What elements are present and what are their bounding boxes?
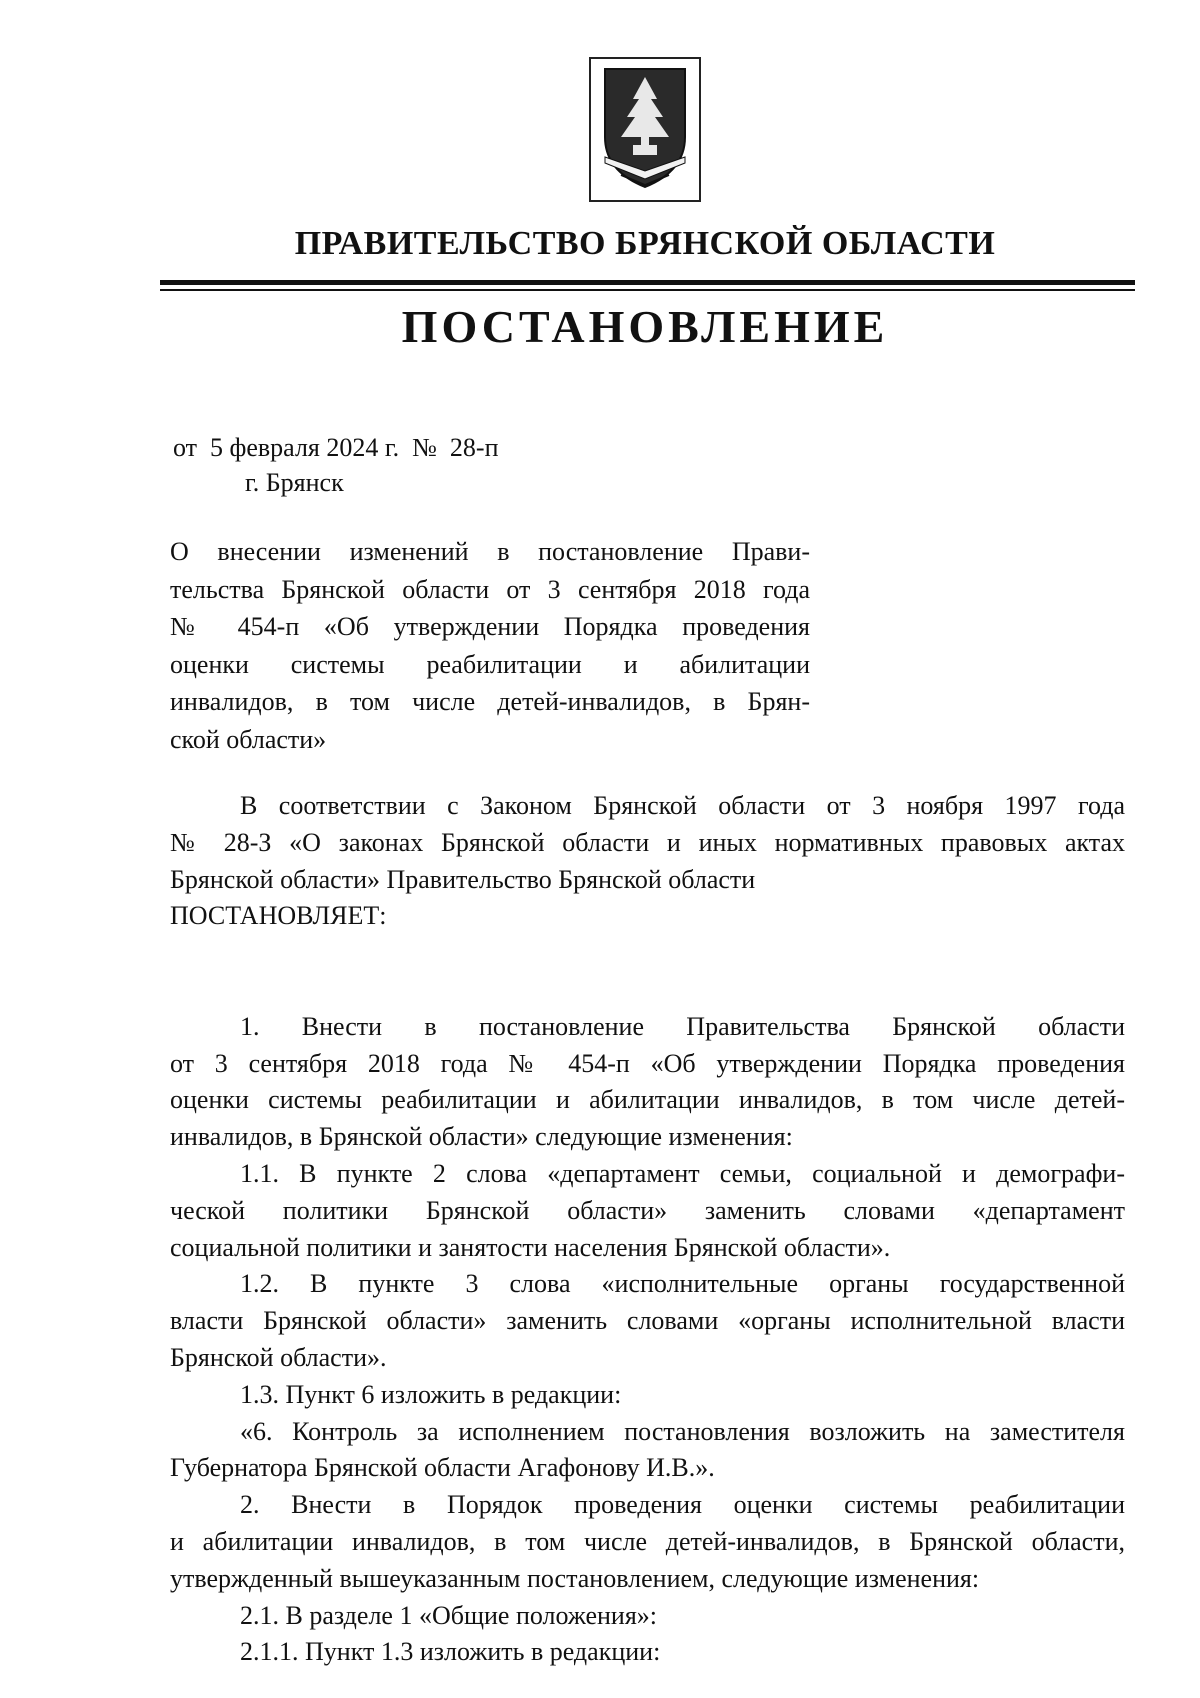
subject-line: тельства Брянской области от 3 сентября 2018 года <box>170 574 810 604</box>
body-text <box>170 788 1125 1671</box>
item-line: 2.1.1. Пункт 1.3 изложить в редакции: <box>240 1637 661 1667</box>
spacer <box>170 935 1125 972</box>
header-divider-thin <box>160 289 1135 291</box>
item-line: ческой политики Брянской области» заменить словами «департамент <box>170 1195 1125 1225</box>
item-line: Губернатора Брянской области Агафонову И.В.». <box>170 1453 715 1483</box>
item-line: инвалидов, в Брянской области» следующие изменения: <box>170 1122 793 1152</box>
item-line: социальной политики и занятости населения Брянской области». <box>170 1232 891 1262</box>
item-line: 2.1. В разделе 1 «Общие положения»: <box>240 1600 658 1630</box>
header-divider-thick <box>160 280 1135 285</box>
subject-line: ской области» <box>170 724 327 754</box>
coat-of-arms-icon <box>589 57 701 202</box>
preamble-line: № 28-З «О законах Брянской области и иных нормативных правовых актах <box>170 827 1125 857</box>
subject-line: О внесении изменений в постановление Прави- <box>170 537 810 566</box>
item-line: 1.1. В пункте 2 слова «департамент семьи, социальной и демографи- <box>240 1158 1125 1188</box>
document-type-title: ПОСТАНОВЛЕНИЕ <box>401 301 889 352</box>
subject-line: инвалидов, в том числе детей-инвалидов, в Брян- <box>170 687 810 717</box>
item-line: 1. Внести в постановление Правительства Брянской области <box>240 1011 1125 1041</box>
item-line: власти Брянской области» заменить словами «органы исполнительной власти <box>170 1306 1125 1336</box>
item-line: 1.3. Пункт 6 изложить в редакции: <box>240 1379 622 1409</box>
item-line: утвержденный вышеуказанным постановлением, следующие изменения: <box>170 1563 980 1593</box>
item-line: 2. Внести в Порядок проведения оценки системы реабилитации <box>240 1490 1125 1520</box>
subject-line: № 454-п «Об утверждении Порядка проведения <box>170 612 810 642</box>
item-line: 1.2. В пункте 3 слова «исполнительные органы государственной <box>240 1269 1125 1299</box>
preamble-line: В соответствии с Законом Брянской области от 3 ноября 1997 года <box>240 791 1125 820</box>
organization-title: ПРАВИТЕЛЬСТВО БРЯНСКОЙ ОБЛАСТИ <box>294 225 996 262</box>
date-number-line: от 5 февраля 2024 г. № 28-п <box>173 433 499 462</box>
preamble-line: Брянской области» Правительство Брянской области <box>170 864 756 894</box>
subject-block <box>170 533 810 759</box>
item-line: Брянской области». <box>170 1342 387 1372</box>
spacer <box>170 972 1125 1009</box>
city-line: г. Брянск <box>245 468 344 497</box>
item-line: и абилитации инвалидов, в том числе детей-инвалидов, в Брянской области, <box>170 1526 1125 1556</box>
resolution-word: ПОСТАНОВЛЯЕТ: <box>170 901 387 931</box>
subject-line: оценки системы реабилитации и абилитации <box>170 649 810 679</box>
item-line: «6. Контроль за исполнением постановления возложить на заместителя <box>240 1416 1125 1446</box>
item-line: от 3 сентября 2018 года № 454-п «Об утверждении Порядка проведения <box>170 1048 1125 1078</box>
item-line: оценки системы реабилитации и абилитации инвалидов, в том числе детей- <box>170 1085 1125 1115</box>
